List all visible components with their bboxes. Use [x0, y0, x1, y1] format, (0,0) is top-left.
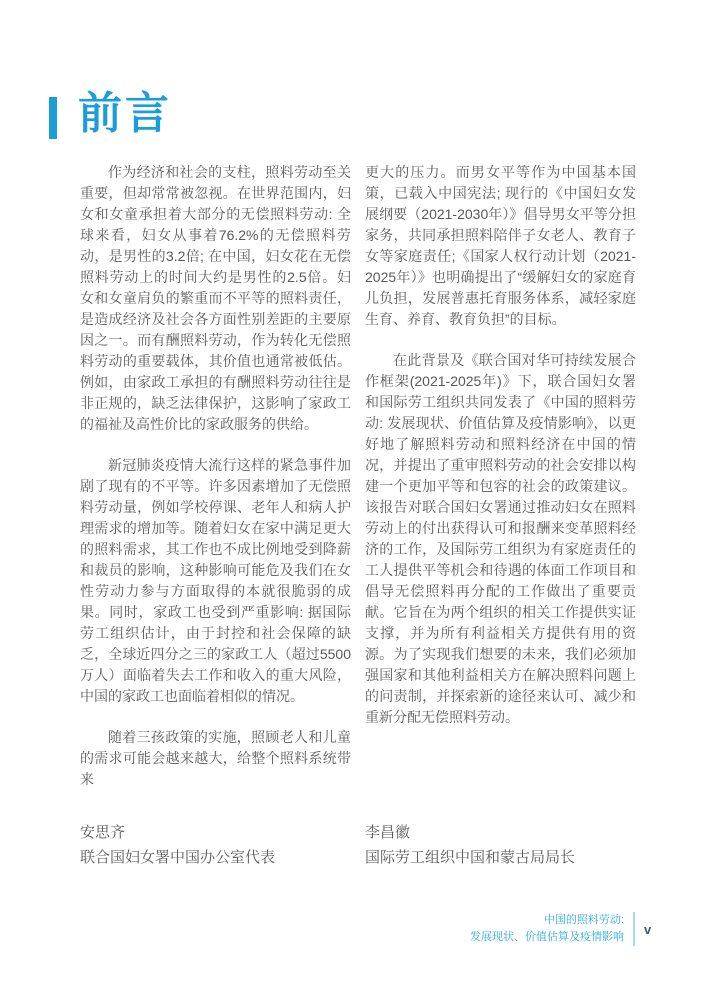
footer-report-title-line2: 发展现状、价值估算及疫情影响 — [470, 931, 624, 943]
paragraph: 作为经济和社会的支柱，照料劳动至关重要，但却常常被忽视。在世界范围内，妇女和女童承担着大部分的无偿照料劳动: 全球来看，妇女从事着76.2%的无偿照料劳动，是男性的3.2倍; 在中国，妇女花在无偿照料劳动上的时间大约是男性的2.5倍。妇女和女童肩负的繁重而不平等的照料责任，是造成经济及社会各方面性别差距的主要原因之一。而有酬照料劳动，作为转化无偿照料劳动的重要载体，其价值也通常被低估。例如，由家政工承担的有酬照料劳动往往是非正规的，缺乏法律保护，这影响了家政工的福祉及高性价比的家政服务的供给。 — [80, 164, 351, 432]
signature-unwomen — [80, 820, 351, 870]
column-left — [80, 162, 351, 810]
title-accent-bar — [49, 97, 57, 139]
signature-name: 安思齐 — [80, 824, 126, 841]
page-number: v — [644, 921, 652, 937]
signature-ilo — [365, 820, 636, 870]
column-right — [365, 162, 636, 810]
footer-divider — [633, 912, 635, 946]
signature-block — [80, 820, 636, 870]
signature-role: 联合国妇女署中国办公室代表 — [80, 849, 276, 866]
footer-report-title — [470, 912, 624, 946]
body-columns — [80, 162, 636, 810]
footer-report-title-line1: 中国的照料劳动: — [543, 914, 624, 926]
paragraph: 更大的压力。而男女平等作为中国基本国策，已载入中国宪法; 现行的《中国妇女发展纲要（2021-2030年）》倡导男女平等分担家务，共同承担照料陪伴子女老人、教育子女等家庭责任;《国家人权行动计划（2021-2025年）》也明确提出了“缓解妇女的家庭育儿负担，发展普惠托育服务体系，减轻家庭生育、养育、教育负担”的目标。 — [365, 164, 636, 327]
page-footer — [470, 912, 658, 946]
page-title: 前言 — [78, 89, 172, 138]
paragraph: 新冠肺炎疫情大流行这样的紧急事件加剧了现有的不平等。许多因素增加了无偿照料劳动量，例如学校停课、老年人和病人护理需求的增加等。随着妇女在家中满足更大的照料需求，其工作也不成比例地受到降薪和裁员的影响，这种影响可能危及我们在女性劳动力参与方面取得的本就很脆弱的成果。同时，家政工也受到严重影响: 据国际劳工组织估计，由于封控和社会保障的缺乏，全球近四分之三的家政工人（超过5500万人）面临着失去工作和收入的重大风险，中国的家政工也面临着相似的情况。 — [80, 457, 351, 704]
paragraph: 随着三孩政策的实施，照顾老人和儿童的需求可能会越来越大，给整个照料系统带来 — [80, 729, 351, 787]
signature-name: 李昌徽 — [365, 824, 411, 841]
signature-role: 国际劳工组织中国和蒙古局局长 — [365, 849, 576, 866]
paragraph: 在此背景及《联合国对华可持续发展合作框架(2021-2025年)》下，联合国妇女署和国际劳工组织共同发表了《中国的照料劳动: 发展现状、价值估算及疫情影响》，以更好地了解照料劳动和照料经济在中国的情况，并提出了重审照料劳动的社会安排以构建一个更加平等和包容的社会的政策建议。该报告对联合国妇女署通过推动妇女在照料劳动上的付出获得认可和报酬来变革照料经济的工作，及国际劳工组织为有家庭责任的工人提供平等机会和待遇的体面工作项目和倡导无偿照料再分配的工作做出了重要贡献。它旨在为两个组织的相关工作提供实证支撑，并为所有利益相关方提供有用的资源。为了实现我们想要的未来，我们必须加强国家和其他利益相关方在解决照料问题上的问责制，并探索新的途径来认可、减少和重新分配无偿照料劳动。 — [365, 352, 636, 725]
